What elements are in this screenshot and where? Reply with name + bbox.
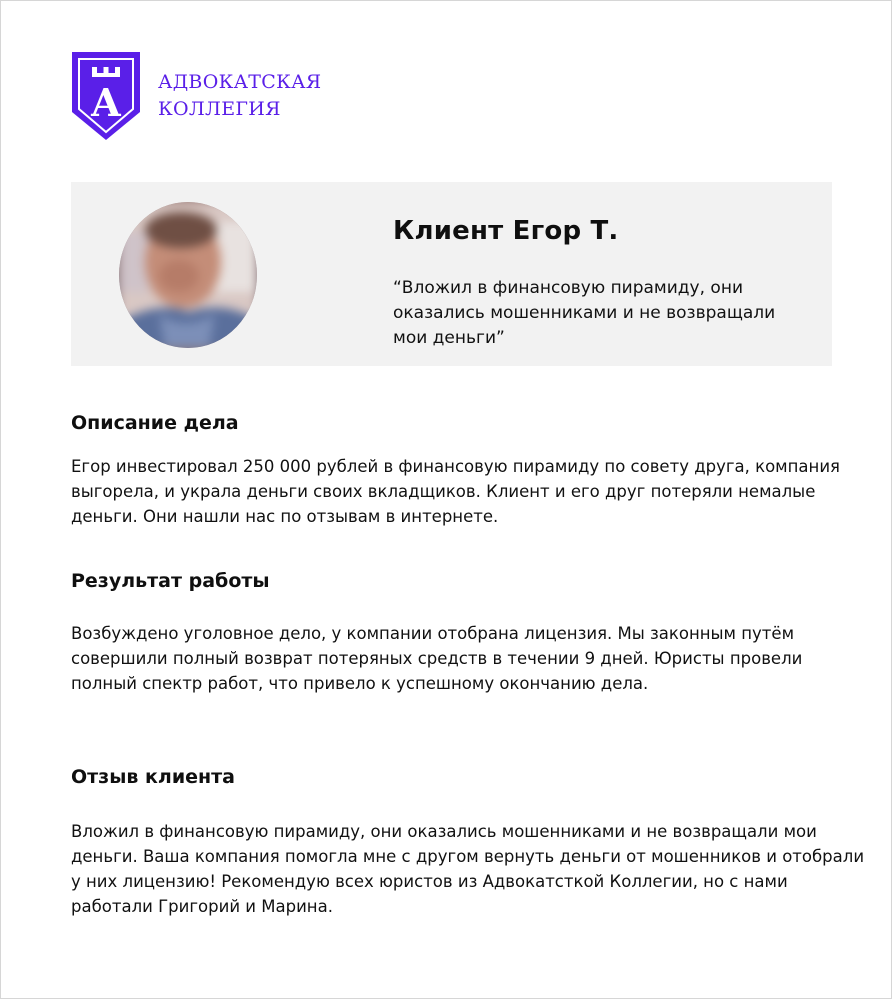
logo[interactable]: [70, 50, 321, 142]
client-review-title: Отзыв клиента: [71, 766, 235, 788]
client-name: Клиент Егор Т.: [393, 216, 619, 246]
case-description-text: Егор инвестировал 250 000 рублей в финансовую пирамиду по совету друга, компания выгорела, и украла деньги своих вкладщиков. Клиент и его друг потеряли немалые деньги. Они нашли нас по отзывам в интернете.: [71, 457, 840, 526]
logo-text: [158, 69, 321, 123]
logo-line-2: КОЛЛЕГИЯ: [158, 98, 281, 120]
castle-shield-icon: [70, 50, 142, 142]
client-quote: “Вложил в финансовую пирамиду, они оказались мошенниками и не возвращали мои деньги”: [393, 278, 776, 348]
case-description-title: Описание дела: [71, 412, 239, 434]
client-card: [71, 182, 832, 366]
logo-line-1: АДВОКАТСКАЯ: [158, 71, 322, 93]
avatar-photo: [119, 202, 257, 348]
client-avatar: [119, 202, 257, 348]
shield-letter: А: [90, 80, 122, 125]
work-result-title: Результат работы: [71, 570, 270, 592]
work-result-text: Возбуждено уголовное дело, у компании отобрана лицензия. Мы законным путём совершили полный возврат потеряных средств в течении 9 дней. Юристы провели полный спектр работ, что привело к успешному окончанию дела.: [71, 624, 803, 693]
client-review-text: Вложил в финансовую пирамиду, они оказались мошенниками и не возвращали мои деньги. Ваша компания помогла мне с другом вернуть деньги от мошенников и отобрали у них лицензию! Рекомендую всех юристов из Адвокатсткой Коллегии, но с нами работали Григорий и Марина.: [71, 822, 865, 916]
